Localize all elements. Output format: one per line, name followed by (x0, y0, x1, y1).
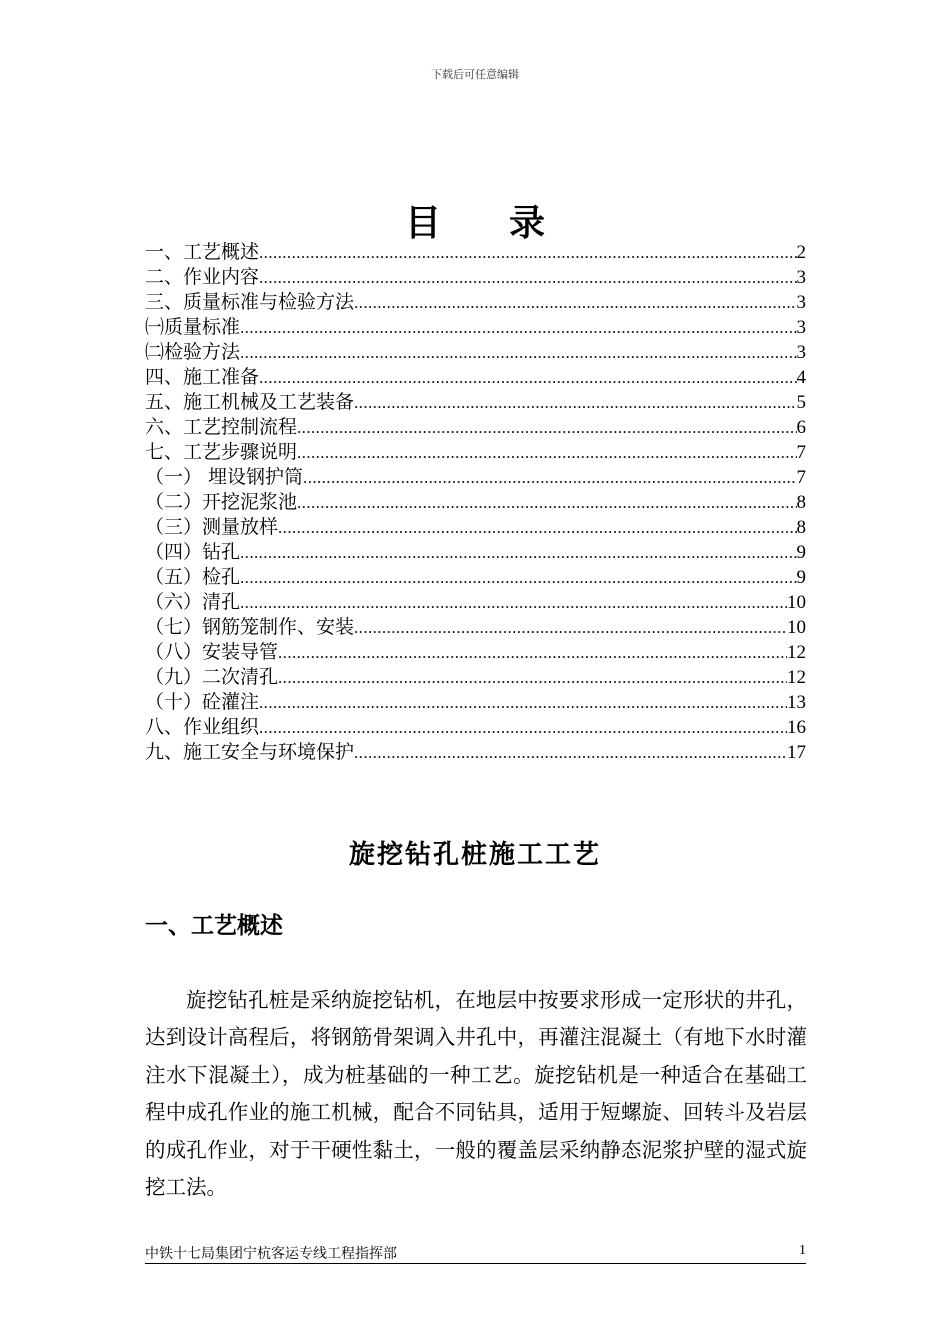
toc-entry-page: 7 (796, 442, 806, 463)
toc-entry-label: （五）检孔 (145, 566, 241, 588)
toc-entry[interactable] (145, 690, 806, 715)
toc-entry-page: 2 (796, 242, 806, 263)
document-title: 旋挖钻孔桩施工工艺 (348, 840, 601, 870)
toc-entry-page: 3 (796, 292, 806, 313)
toc-entry-label: ㈡检验方法 (145, 341, 241, 363)
toc-entry[interactable] (145, 490, 806, 515)
toc-title: 目录 (404, 203, 613, 244)
toc-leader-dots (240, 540, 796, 565)
toc-entry[interactable] (145, 590, 806, 615)
toc-leader-dots (354, 740, 787, 765)
toc-entry-page: 16 (787, 717, 806, 738)
footer-page-number: 1 (799, 1243, 806, 1258)
toc-entry[interactable] (145, 290, 806, 315)
toc-entry-label: 一、工艺概述 (145, 241, 260, 263)
toc-entry[interactable] (145, 240, 806, 265)
toc-leader-dots (259, 240, 796, 265)
toc-leader-dots (354, 290, 796, 315)
toc-entry-page: 4 (796, 367, 806, 388)
toc-entry-label: （八）安装导管 (145, 641, 279, 663)
toc-entry[interactable] (145, 540, 806, 565)
toc-leader-dots (259, 690, 787, 715)
toc-entry-page: 9 (796, 567, 806, 588)
toc-entry-page: 3 (796, 317, 806, 338)
toc-entry-label: 三、质量标准与检验方法 (145, 291, 355, 313)
toc-entry-page: 8 (796, 492, 806, 513)
toc-leader-dots (354, 390, 796, 415)
toc-leader-dots (240, 590, 787, 615)
toc-entry-label: （三）测量放样 (145, 516, 279, 538)
toc-entry-page: 12 (787, 667, 806, 688)
toc-entry[interactable] (145, 615, 806, 640)
footer-organization: 中铁十七局集团宁杭客运专线工程指挥部 (145, 1246, 397, 1262)
toc-entry[interactable] (145, 315, 806, 340)
toc-entry-page: 3 (796, 267, 806, 288)
toc-entry-label: （九）二次清孔 (145, 666, 279, 688)
toc-entry[interactable] (145, 665, 806, 690)
toc-leader-dots (278, 515, 796, 540)
toc-entry-page: 5 (796, 392, 806, 413)
toc-leader-dots (297, 440, 796, 465)
toc-entry[interactable] (145, 340, 806, 365)
toc-leader-dots (278, 665, 787, 690)
toc-entry-label: 四、施工准备 (145, 366, 260, 388)
toc-entry[interactable] (145, 415, 806, 440)
toc-entry-label: ㈠质量标准 (145, 316, 241, 338)
table-of-contents (145, 240, 806, 765)
toc-entry[interactable] (145, 390, 806, 415)
toc-entry-label: 五、施工机械及工艺装备 (145, 391, 355, 413)
toc-leader-dots (303, 465, 796, 490)
toc-entry-page: 3 (796, 342, 806, 363)
toc-entry-page: 8 (796, 517, 806, 538)
toc-entry-page: 13 (787, 692, 806, 713)
toc-entry-page: 17 (787, 742, 806, 763)
toc-entry-label: 九、施工安全与环境保护 (145, 741, 355, 763)
toc-entry-label: （二）开挖泥浆池 (145, 491, 298, 513)
toc-leader-dots (278, 640, 787, 665)
toc-leader-dots (354, 615, 787, 640)
toc-entry-label: 八、作业组织 (145, 716, 260, 738)
header-note: 下载后可任意编辑 (431, 68, 519, 81)
toc-entry-label: 二、作业内容 (145, 266, 260, 288)
toc-entry-label: （七）钢筋笼制作、安装 (145, 616, 355, 638)
toc-leader-dots (240, 340, 796, 365)
toc-entry-label: （四）钻孔 (145, 541, 241, 563)
toc-leader-dots (240, 315, 796, 340)
toc-leader-dots (259, 265, 796, 290)
toc-entry-label: 七、工艺步骤说明 (145, 441, 298, 463)
toc-leader-dots (297, 415, 796, 440)
toc-entry-label: （一） 埋设钢护筒 (145, 466, 304, 488)
toc-entry-label: （十）砼灌注 (145, 691, 260, 713)
toc-entry[interactable] (145, 715, 806, 740)
toc-leader-dots (259, 365, 796, 390)
toc-entry[interactable] (145, 640, 806, 665)
toc-entry-page: 12 (787, 642, 806, 663)
toc-entry-page: 9 (796, 542, 806, 563)
toc-leader-dots (297, 490, 796, 515)
toc-entry-label: （六）清孔 (145, 591, 241, 613)
toc-entry-page: 10 (787, 592, 806, 613)
toc-entry[interactable] (145, 465, 806, 490)
section-heading: 一、工艺概述 (145, 913, 283, 939)
toc-entry[interactable] (145, 740, 806, 765)
toc-entry-page: 7 (796, 467, 806, 488)
body-paragraph: 旋挖钻孔桩是采纳旋挖钻机，在地层中按要求形成一定形状的井孔，达到设计高程后，将钢筋骨架调入井孔中，再灌注混凝土（有地下水时灌注水下混凝土），成为桩基础的一种工艺。旋挖钻机是一种适合在基础工程中成孔作业的施工机械，配合不同钻具，适用于短螺旋、回转斗及岩层的成孔作业，对于干硬性黏土，一般的覆盖层采纳静态泥浆护壁的湿式旋挖工法。 (145, 988, 807, 1200)
toc-entry[interactable] (145, 265, 806, 290)
page-footer (145, 1243, 806, 1264)
toc-leader-dots (240, 565, 796, 590)
toc-entry[interactable] (145, 515, 806, 540)
toc-entry-page: 10 (787, 617, 806, 638)
toc-entry[interactable] (145, 565, 806, 590)
toc-entry[interactable] (145, 440, 806, 465)
toc-leader-dots (259, 715, 787, 740)
toc-entry[interactable] (145, 365, 806, 390)
toc-entry-page: 6 (796, 417, 806, 438)
toc-entry-label: 六、工艺控制流程 (145, 416, 298, 438)
